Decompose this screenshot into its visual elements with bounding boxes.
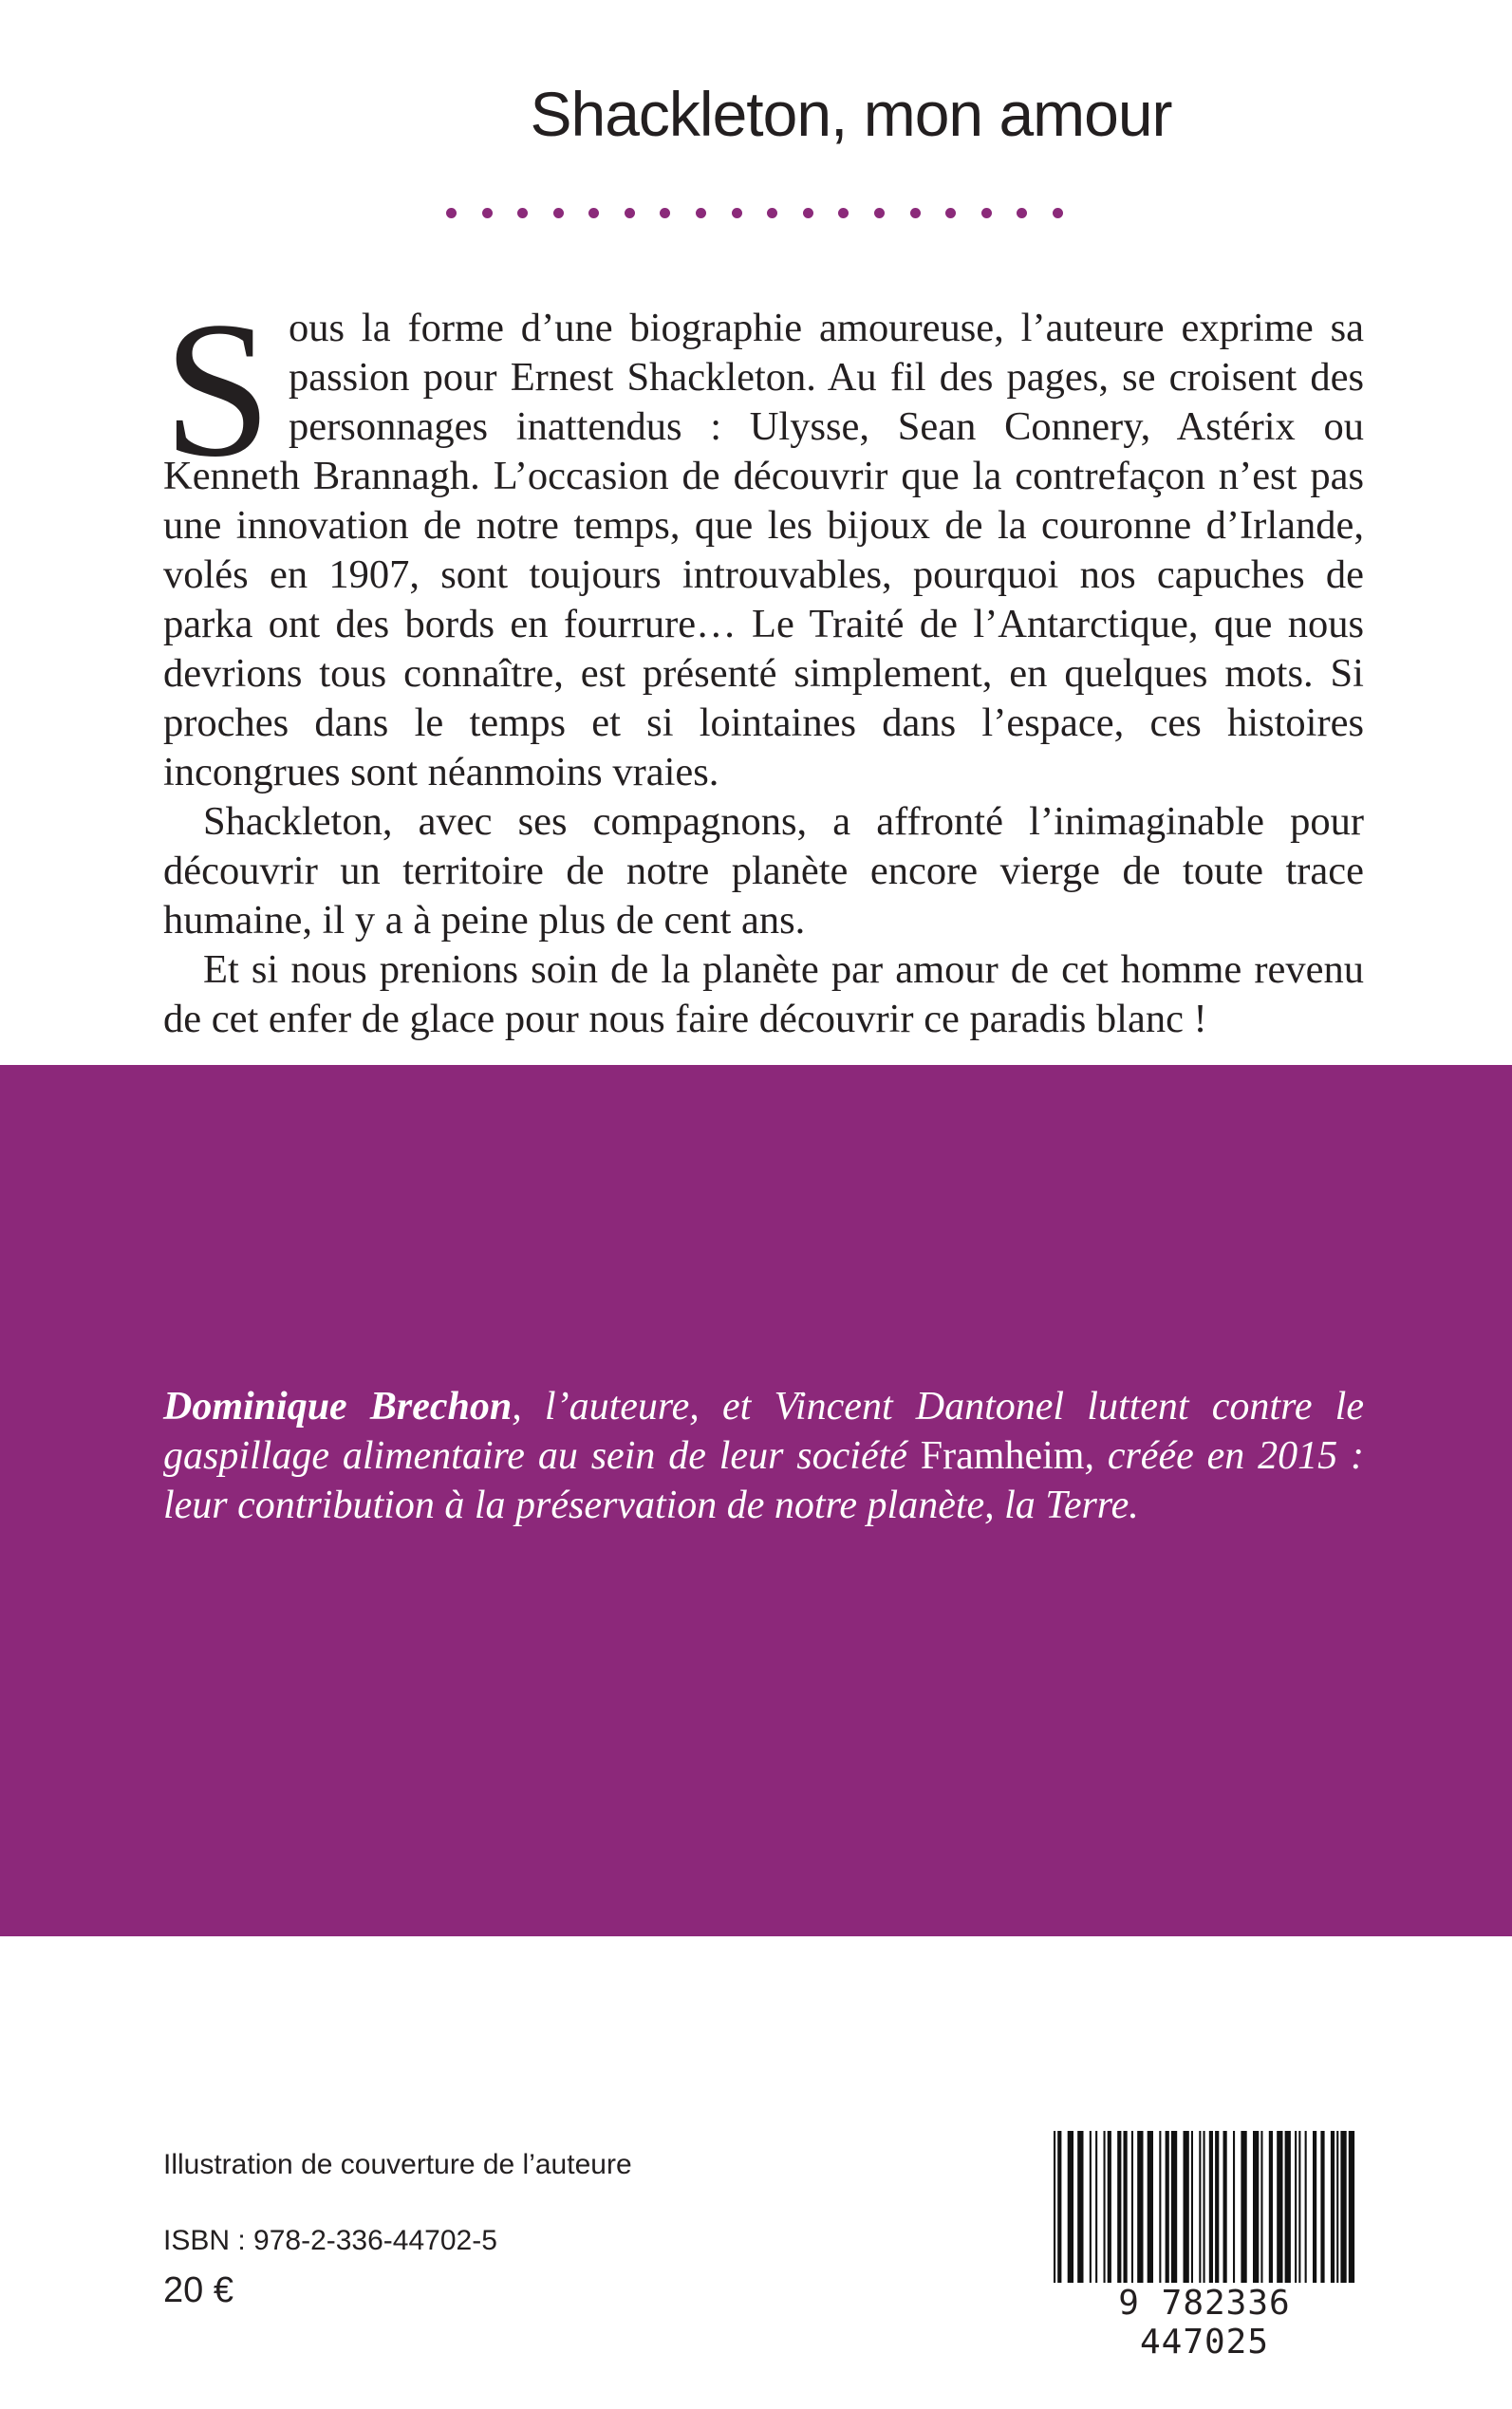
author-text-1: , l’auteure, et Vincent Dantonel luttent contre le gaspillage alimentaire au sein de leur société [163, 1385, 1364, 1478]
barcode-bar [1124, 2131, 1128, 2283]
isbn: ISBN : 978-2-336-44702-5 [163, 2225, 497, 2256]
illustration-credit: Illustration de couverture de l’auteure [163, 2149, 632, 2180]
summary-paragraph-2: Shackleton, avec ses compagnons, a affronté l’inimaginable pour découvrir un territoire de notre planète encore vierge de toute trace humaine, il y a à peine plus de cent ans. [163, 799, 1364, 943]
barcode-bar [1054, 2131, 1055, 2283]
barcode-bar [1131, 2131, 1133, 2283]
barcode-bar [1331, 2131, 1335, 2283]
barcode-bar [1241, 2131, 1246, 2283]
barcode-bar [1090, 2131, 1092, 2283]
barcode-bar [1295, 2131, 1297, 2283]
barcode-bar [1260, 2131, 1262, 2283]
author-bio [163, 1382, 1364, 1530]
barcode-digits: 9 782336 447025 [1048, 2284, 1361, 2362]
barcode-bar [1171, 2131, 1177, 2283]
book-summary [163, 282, 1364, 1044]
barcode-bar [1108, 2131, 1111, 2283]
price: 20 € [163, 2270, 233, 2310]
summary-paragraph-3: Et si nous prenions soin de la planète par amour de cet homme revenu de cet enfer de glace pour nous faire découvrir ce paradis blanc ! [163, 947, 1364, 1041]
summary-paragraph-1 [163, 282, 1364, 797]
author-text-2: , créée en 2015 : leur contribution à la préservation de notre planète, la Terre. [163, 1434, 1364, 1527]
barcode-bar [1095, 2131, 1097, 2283]
barcode-bar [1204, 2131, 1205, 2283]
barcode-bar [1298, 2131, 1300, 2283]
barcode-bar [1285, 2131, 1291, 2283]
barcode-bar [1313, 2131, 1316, 2283]
barcode-bar [1166, 2131, 1169, 2283]
company-name: Framheim [920, 1434, 1085, 1478]
barcode-bar [1340, 2131, 1346, 2283]
drop-cap: S [163, 282, 272, 497]
barcode-bar [1320, 2131, 1324, 2283]
barcode-bar [1223, 2131, 1227, 2283]
barcode-bars [1048, 2131, 1361, 2283]
barcode-bar [1184, 2131, 1189, 2283]
barcode-bar [1117, 2131, 1121, 2283]
barcode-bar [1137, 2131, 1143, 2283]
summary-paragraph-1-text: ous la forme d’une biographie amoureuse, l’auteure exprime sa passion pour Ernest Shackleton. Au fil des pages, se croisent des personnages inattendus : Ulysse, Sean Connery, Astérix ou Kenneth Brannagh. L’occasion de découvrir que la contrefaçon n’est pas une innovation de notre temps, que les bijoux de la couronne d’Irlande, volés en 1907, sont toujours introuvables, pourquoi nos capuches de parka ont des bords en fourrure… Le Traité de l’Antarctique, que nous devrions tous connaître, est présenté simplement, en quelques mots. Si proches dans le temps et si lointaines dans l’espace, ces histoires incongrues sont néanmoins vraies. [163, 306, 1364, 794]
barcode-bar [1148, 2131, 1153, 2283]
barcode-bar [1233, 2131, 1235, 2283]
barcode-bar [1104, 2131, 1106, 2283]
barcode-bar [1269, 2131, 1273, 2283]
barcode-bar [1057, 2131, 1061, 2283]
barcode-bar [1159, 2131, 1161, 2283]
barcode-bar [1336, 2131, 1338, 2283]
barcode-bar [1077, 2131, 1083, 2283]
barcode-bar [1191, 2131, 1193, 2283]
dotted-divider [446, 205, 1063, 220]
barcode-bar [1305, 2131, 1307, 2283]
barcode-bar [1349, 2131, 1354, 2283]
barcode-bar [1199, 2131, 1201, 2283]
barcode-bar [1209, 2131, 1213, 2283]
barcode-bar [1215, 2131, 1219, 2283]
barcode-bar [1253, 2131, 1259, 2283]
author-name: Dominique Brechon [163, 1385, 513, 1429]
book-title: Shackleton, mon amour [530, 79, 1172, 149]
barcode-bar [1068, 2131, 1073, 2283]
barcode-bar [1277, 2131, 1282, 2283]
